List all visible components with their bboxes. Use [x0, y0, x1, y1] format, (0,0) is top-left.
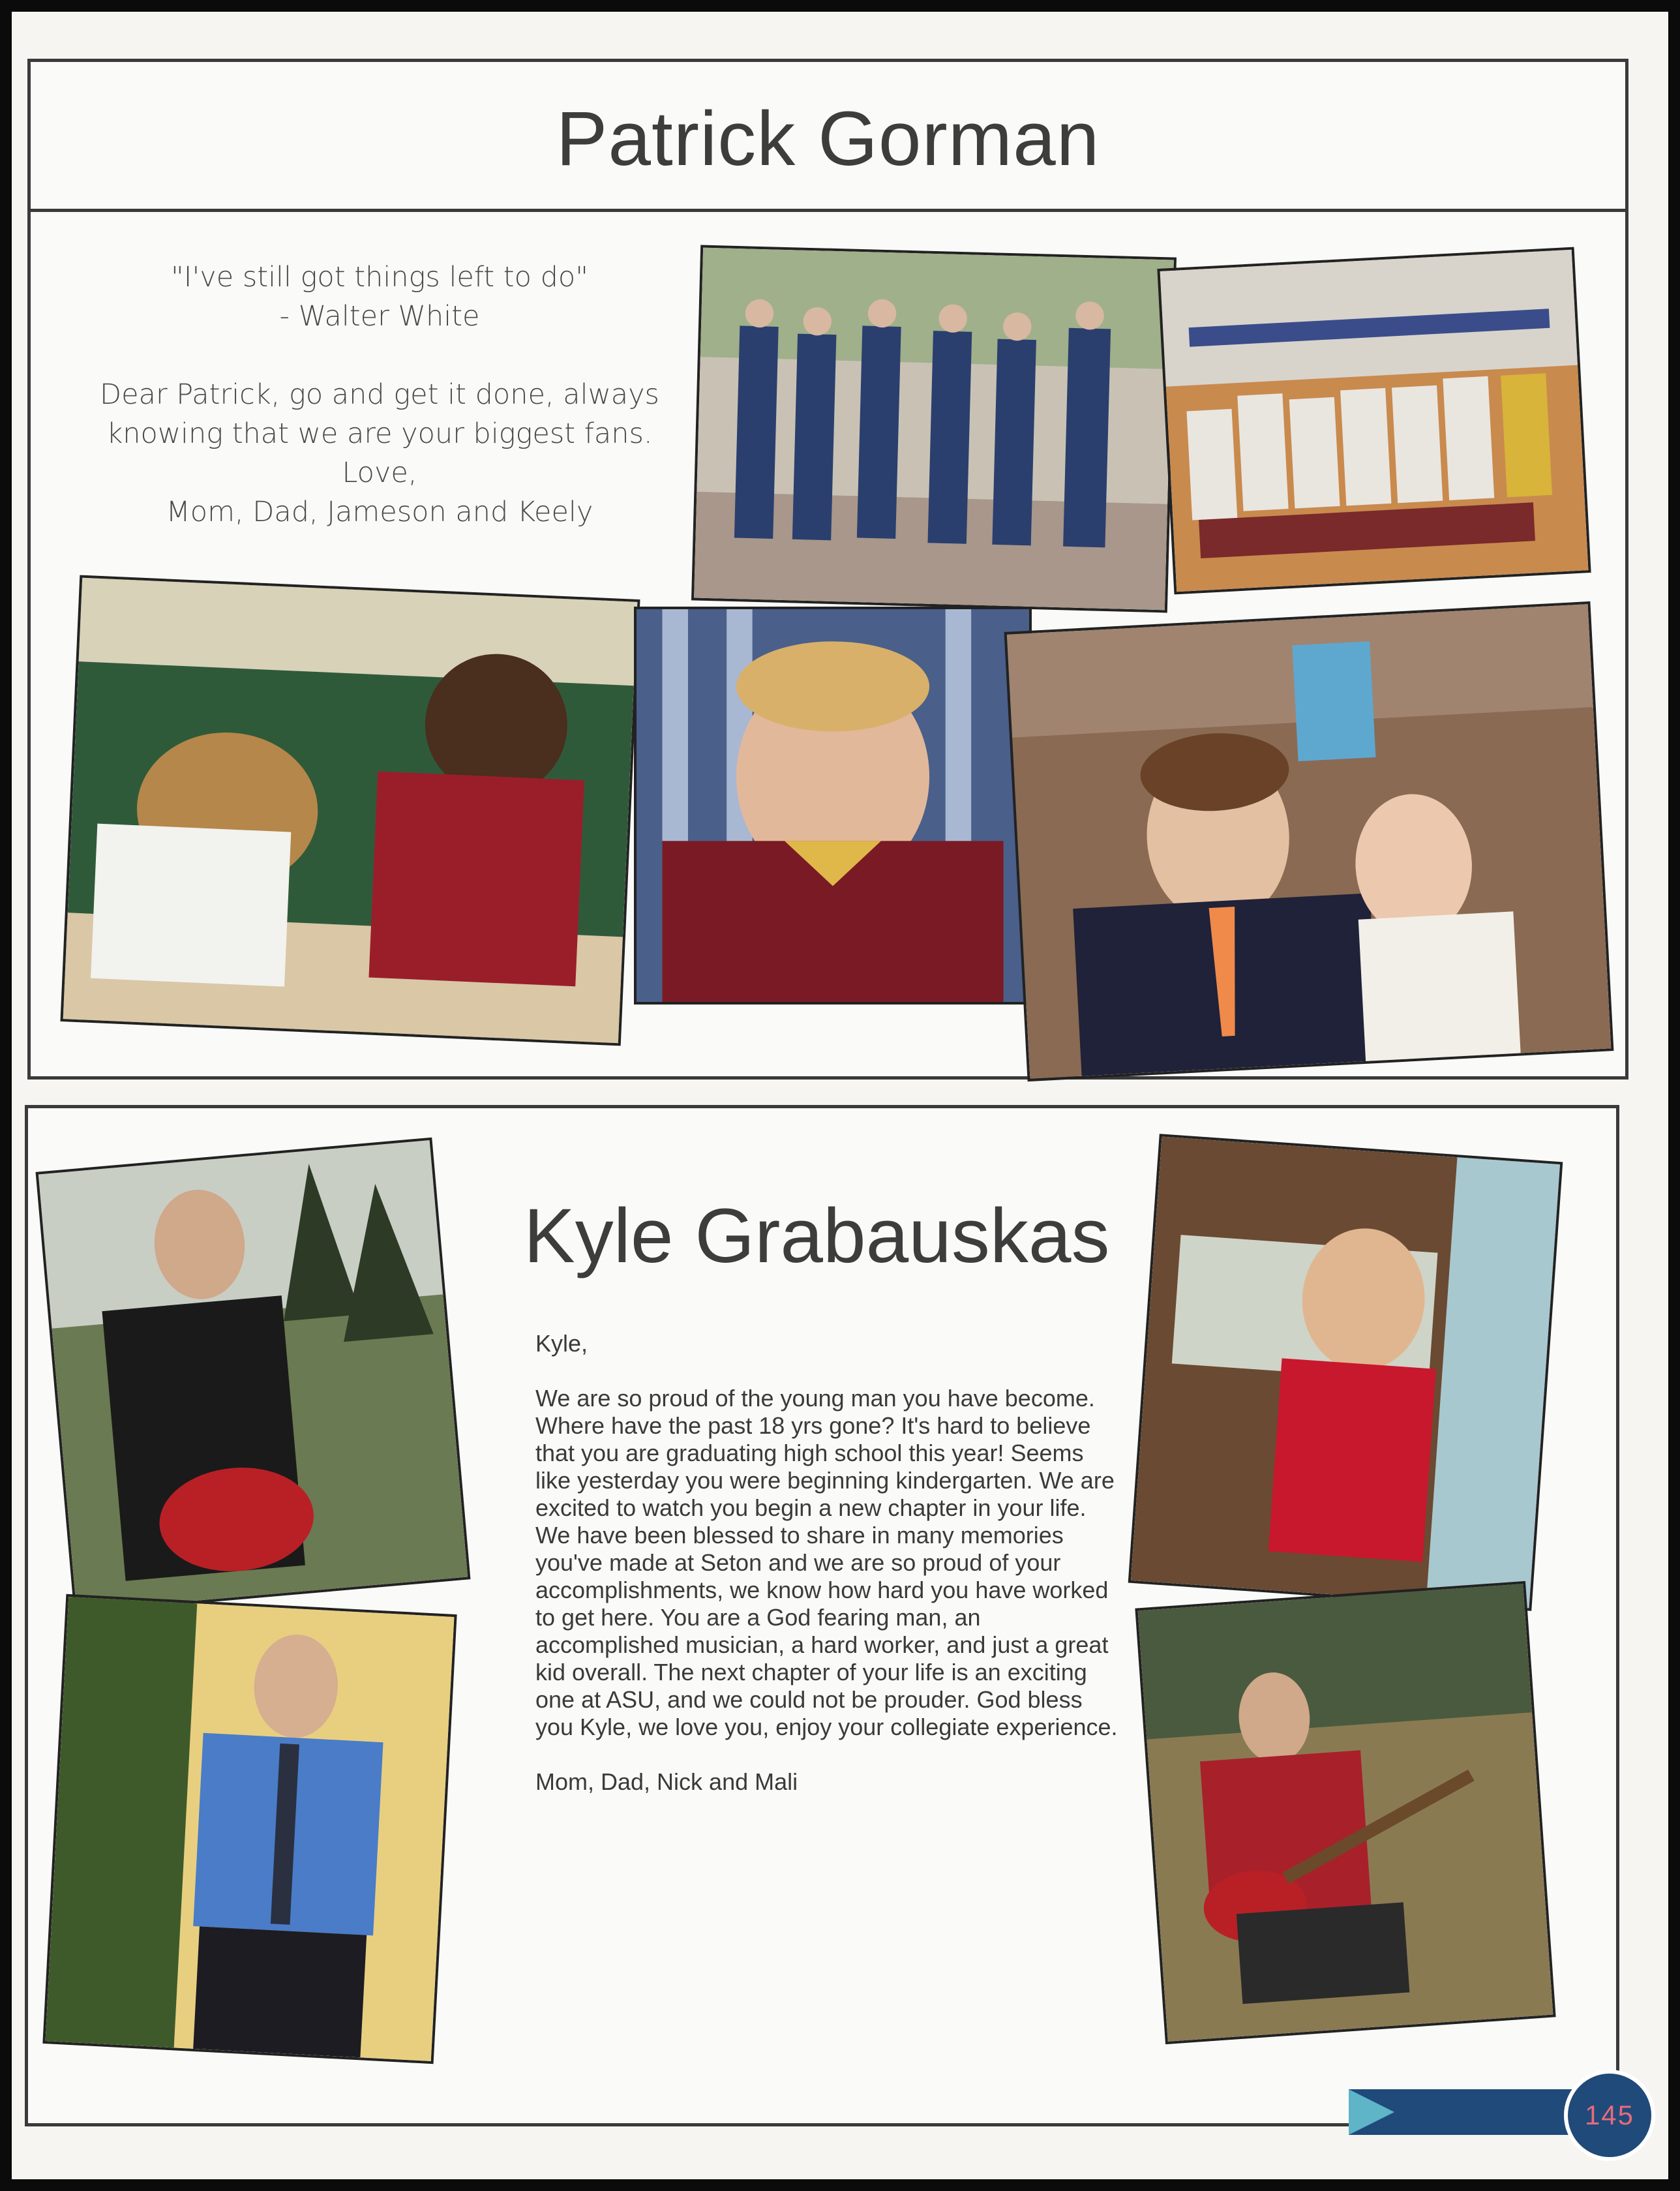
photo-toddler-red-shirt [1128, 1134, 1563, 1611]
photo-guitar-forest [36, 1138, 471, 1614]
page-title: Kyle Grabauskas [524, 1193, 1110, 1279]
patrick-message [93, 258, 667, 532]
photo-guitar-field [1135, 1581, 1555, 2044]
letter-salutation: Kyle, [535, 1330, 588, 1357]
photo-volleyball-team [1157, 247, 1591, 595]
message-line: knowing that we are your biggest fans. [106, 417, 653, 450]
letter-body: We are so proud of the young man you have become. Where have the past 18 yrs gone? It's hard to believe that you are graduating high school this year! Seems like yesterday you were beginning kindergarten. We are excited to watch you begin a new chapter in your life. We have been blessed to share in many memories you've made at Seton and we are so proud of your accomplishments, we know how hard you have worked to get here. You are a God fearing man, an accomplished musician, a hard worker, and just a great kid overall. The next chapter of your life is an exciting one at ASU, and we could not be prouder. God bless you Kyle, we love you, enjoy your collegiate experience. [535, 1385, 1118, 1740]
message-signature: Mom, Dad, Jameson and Keely [166, 496, 593, 528]
photo-group-friends [691, 245, 1177, 613]
photo-boy-with-sister [1004, 601, 1614, 1081]
photo-toddler-jersey [634, 607, 1032, 1005]
quote-text: "I've still got things left to do" [171, 261, 588, 294]
photo-shirt-and-tie [42, 1594, 457, 2064]
yearbook-page [12, 12, 1668, 2179]
page-number: 145 [1584, 2100, 1635, 2130]
patrick-title-bar [31, 62, 1625, 212]
patrick-panel [27, 59, 1628, 1080]
photo-kids-drawing [60, 575, 640, 1046]
message-closing: Love, [342, 457, 417, 489]
message-line: Dear Patrick, go and get it done, always [100, 378, 659, 411]
kyle-letter [535, 1330, 1122, 1823]
letter-signature: Mom, Dad, Nick and Mali [535, 1768, 798, 1795]
page-title: Patrick Gorman [556, 96, 1100, 182]
quote-author: - Walter White [279, 300, 480, 333]
ribbon-notch [1349, 2089, 1394, 2135]
kyle-panel [25, 1105, 1619, 2126]
